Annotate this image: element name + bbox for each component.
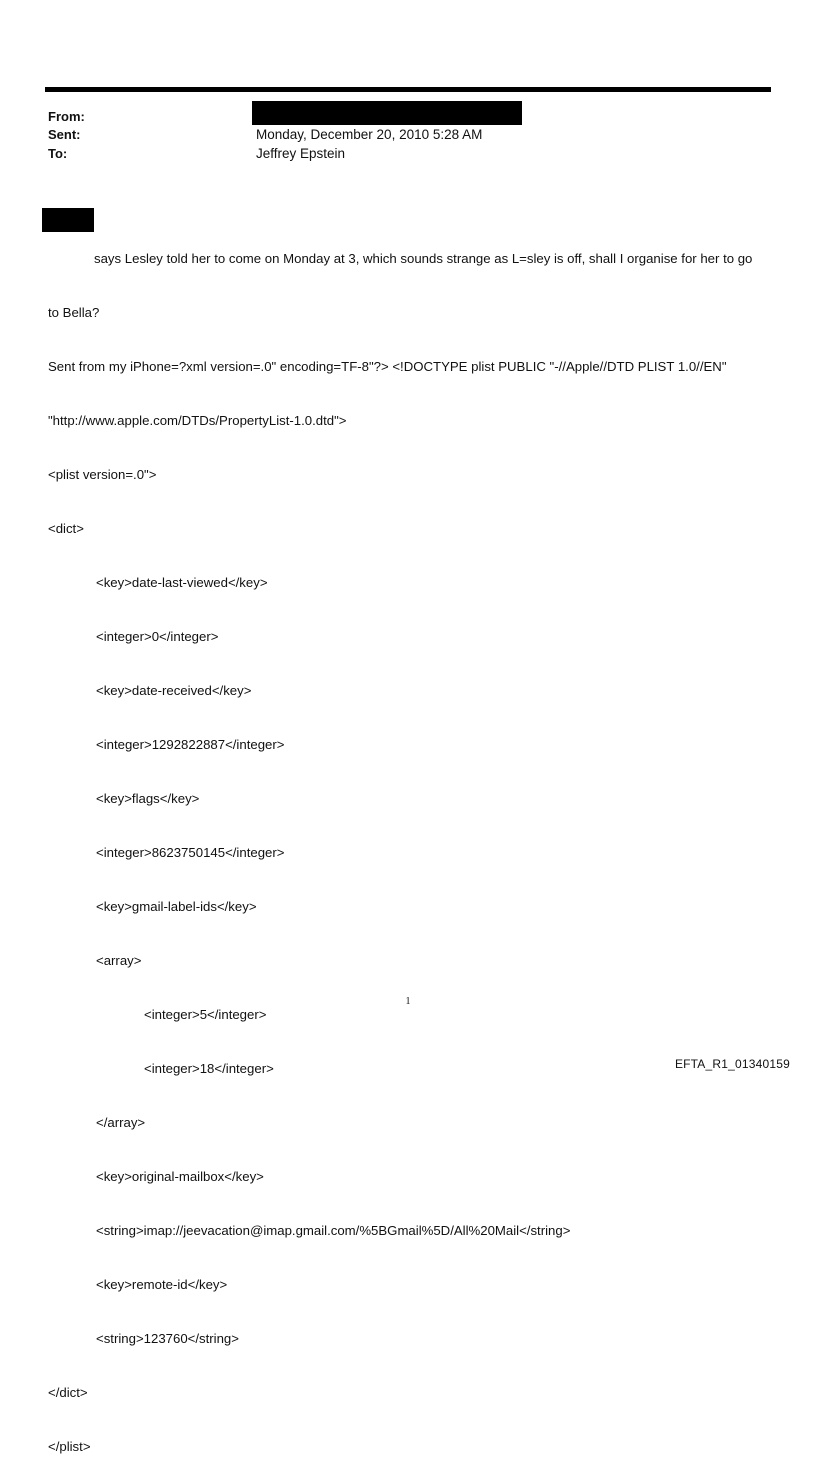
body-line: "http://www.apple.com/DTDs/PropertyList-1.0.dtd"> xyxy=(48,413,347,428)
plist-line: <key>gmail-label-ids</key> xyxy=(96,899,257,914)
plist-line: <key>date-received</key> xyxy=(96,683,252,698)
body-line: <plist version=.0"> xyxy=(48,467,157,482)
plist-line: <string>123760</string> xyxy=(96,1331,239,1346)
from-label: From: xyxy=(48,109,85,124)
plist-line: <key>remote-id</key> xyxy=(96,1277,228,1292)
to-value: Jeffrey Epstein xyxy=(256,146,346,161)
plist-line: </dict> xyxy=(48,1385,88,1400)
plist-line: <integer>1292822887</integer> xyxy=(96,737,285,752)
plist-line: <array> xyxy=(96,953,142,968)
body-line: Sent from my iPhone=?xml version=.0" encoding=TF-8"?> <!DOCTYPE plist PUBLIC "-//Apple//DTD PLIST 1.0//EN" xyxy=(48,359,727,374)
plist-line: <integer>0</integer> xyxy=(96,629,219,644)
plist-line: <integer>18</integer> xyxy=(144,1061,274,1076)
body-line: <dict> xyxy=(48,521,84,536)
plist-line: </plist> xyxy=(48,1439,91,1454)
plist-line: <integer>5</integer> xyxy=(144,1007,267,1022)
plist-line: <key>flags</key> xyxy=(96,791,200,806)
plist-line: </array> xyxy=(96,1115,146,1130)
sent-label: Sent: xyxy=(48,127,81,142)
plist-line: <string>imap://jeevacation@imap.gmail.com/%5BGmail%5D/All%20Mail</string> xyxy=(96,1223,571,1238)
plist-line: <integer>8623750145</integer> xyxy=(96,845,285,860)
to-label: To: xyxy=(48,146,68,161)
body-line: says Lesley told her to come on Monday at 3, which sounds strange as L=sley is off, shall I organise for her to go xyxy=(94,251,753,266)
page-number: 1 xyxy=(405,996,411,1007)
body-line: to Bella? xyxy=(48,305,100,320)
bates-number: EFTA_R1_01340159 xyxy=(674,1057,790,1071)
sent-value: Monday, December 20, 2010 5:28 AM xyxy=(256,127,483,142)
redacted-sender xyxy=(252,101,522,125)
plist-line: <key>date-last-viewed</key> xyxy=(96,575,268,590)
header-rule xyxy=(45,87,771,92)
message-body xyxy=(48,214,768,1474)
plist-line: <key>original-mailbox</key> xyxy=(96,1169,264,1184)
